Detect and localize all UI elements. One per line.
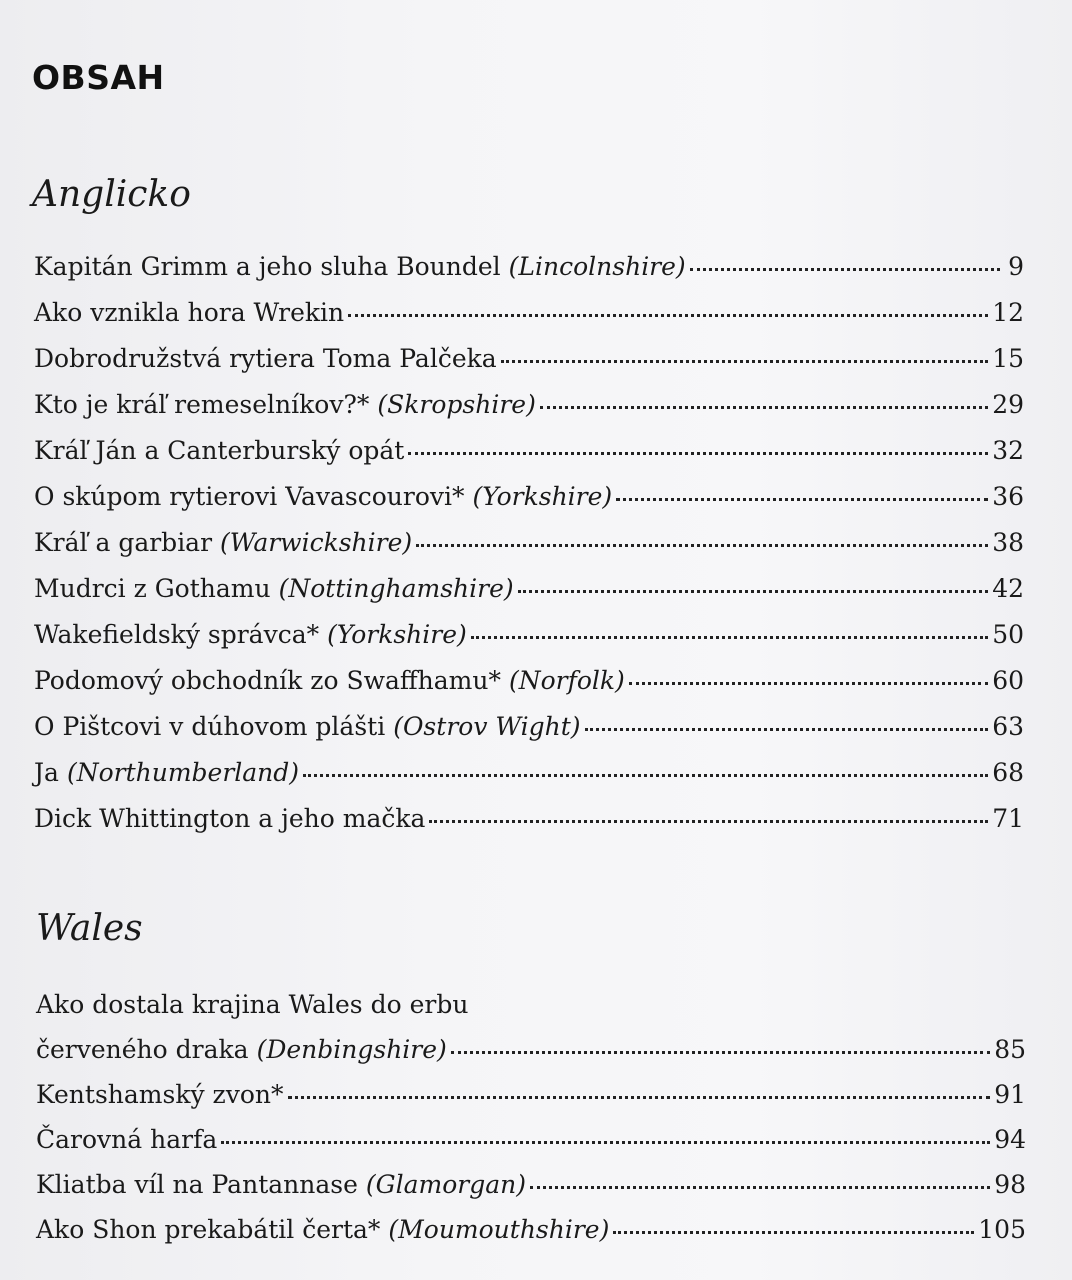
toc-entry — [34, 796, 1024, 842]
entry-region: (Ostrov Wight) — [393, 712, 581, 741]
entry-page-number: 98 — [994, 1170, 1026, 1199]
entry-title: O Pištcovi v dúhovom plášti — [34, 712, 386, 741]
dot-leader — [501, 360, 989, 363]
toc-entry — [34, 290, 1024, 336]
dot-leader — [429, 820, 988, 823]
entry-region: (Yorkshire) — [472, 482, 613, 511]
entry-title: Wakefieldský správca* — [34, 620, 320, 649]
entry-page-number: 105 — [978, 1215, 1026, 1244]
dot-leader — [416, 544, 988, 547]
entry-title: Dobrodružstvá rytiera Toma Palčeka — [34, 344, 497, 373]
entry-region: (Glamorgan) — [365, 1170, 526, 1199]
dot-leader — [471, 636, 988, 639]
entry-region: (Norfolk) — [508, 666, 625, 695]
entry-page-number: 94 — [994, 1125, 1026, 1154]
entry-region: (Skropshire) — [377, 390, 536, 419]
dot-leader — [348, 314, 988, 317]
entry-title: Dick Whittington a jeho mačka — [34, 804, 426, 833]
section-heading-wales: Wales — [36, 908, 143, 949]
entry-title: Ako dostala krajina Wales do erbu — [36, 990, 469, 1019]
entry-region: (Moumouthshire) — [388, 1215, 610, 1244]
entry-region: (Denbingshire) — [256, 1035, 447, 1064]
toc-list-anglicko — [34, 244, 1024, 842]
entry-page-number: 12 — [992, 298, 1024, 327]
page-title: OBSAH — [32, 58, 165, 97]
entry-title: Ako vznikla hora Wrekin — [34, 298, 345, 327]
toc-entry — [34, 382, 1024, 428]
entry-title: Kráľ a garbiar — [34, 528, 213, 557]
entry-page-number: 36 — [992, 482, 1024, 511]
dot-leader — [303, 774, 988, 777]
entry-title: O skúpom rytierovi Vavascourovi* — [34, 482, 465, 511]
toc-entry — [34, 244, 1024, 290]
entry-title: Čarovná harfa — [36, 1125, 218, 1154]
entry-title: Ako Shon prekabátil čerta* — [36, 1215, 381, 1244]
entry-region: (Yorkshire) — [327, 620, 467, 649]
entry-page-number: 32 — [992, 436, 1024, 465]
dot-leader — [408, 452, 988, 455]
entry-region: (Warwickshire) — [220, 528, 413, 557]
dot-leader — [613, 1231, 974, 1234]
entry-title: Kliatba víl na Pantannase — [36, 1170, 358, 1199]
dot-leader — [585, 728, 989, 731]
toc-entry — [34, 750, 1024, 796]
entry-region: (Nottinghamshire) — [278, 574, 514, 603]
entry-title: Kentshamský zvon* — [36, 1080, 284, 1109]
entry-page-number: 15 — [992, 344, 1024, 373]
entry-title: Mudrci z Gothamu — [34, 574, 271, 603]
toc-entry — [34, 474, 1024, 520]
entry-page-number: 50 — [992, 620, 1024, 649]
toc-entry — [34, 428, 1024, 474]
toc-entry — [36, 1207, 1026, 1252]
entry-title: červeného draka — [36, 1035, 249, 1064]
entry-page-number: 60 — [992, 666, 1024, 695]
dot-leader — [451, 1051, 990, 1054]
entry-page-number: 42 — [992, 574, 1024, 603]
toc-entry — [36, 1072, 1026, 1117]
toc-entry — [34, 336, 1024, 382]
toc-list-wales — [36, 982, 1026, 1252]
dot-leader — [690, 268, 1000, 271]
entry-page-number: 63 — [992, 712, 1024, 741]
entry-region: (Lincolnshire) — [508, 252, 686, 281]
dot-leader — [221, 1141, 990, 1144]
dot-leader — [629, 682, 988, 685]
entry-title: Ja — [34, 758, 59, 787]
dot-leader — [616, 498, 988, 501]
entry-page-number: 29 — [992, 390, 1024, 419]
entry-page-number: 91 — [994, 1080, 1026, 1109]
section-heading-anglicko: Anglicko — [32, 174, 191, 215]
toc-entry — [34, 612, 1024, 658]
toc-entry — [34, 566, 1024, 612]
toc-entry — [34, 658, 1024, 704]
toc-entry — [36, 982, 1026, 1027]
entry-page-number: 9 — [1008, 252, 1024, 281]
toc-entry — [34, 520, 1024, 566]
dot-leader — [518, 590, 989, 593]
dot-leader — [540, 406, 988, 409]
toc-entry — [36, 1117, 1026, 1162]
entry-region: (Northumberland) — [66, 758, 300, 787]
entry-title: Kráľ Ján a Canterburský opát — [34, 436, 405, 465]
entry-title: Podomový obchodník zo Swaffhamu* — [34, 666, 501, 695]
entry-page-number: 68 — [992, 758, 1024, 787]
entry-title: Kapitán Grimm a jeho sluha Boundel — [34, 252, 501, 281]
dot-leader — [288, 1096, 991, 1099]
entry-title: Kto je kráľ remeselníkov?* — [34, 390, 370, 419]
toc-entry — [34, 704, 1024, 750]
dot-leader — [530, 1186, 990, 1189]
entry-page-number: 85 — [994, 1035, 1026, 1064]
toc-entry — [36, 1027, 1026, 1072]
entry-page-number: 71 — [992, 804, 1024, 833]
entry-page-number: 38 — [992, 528, 1024, 557]
toc-entry — [36, 1162, 1026, 1207]
